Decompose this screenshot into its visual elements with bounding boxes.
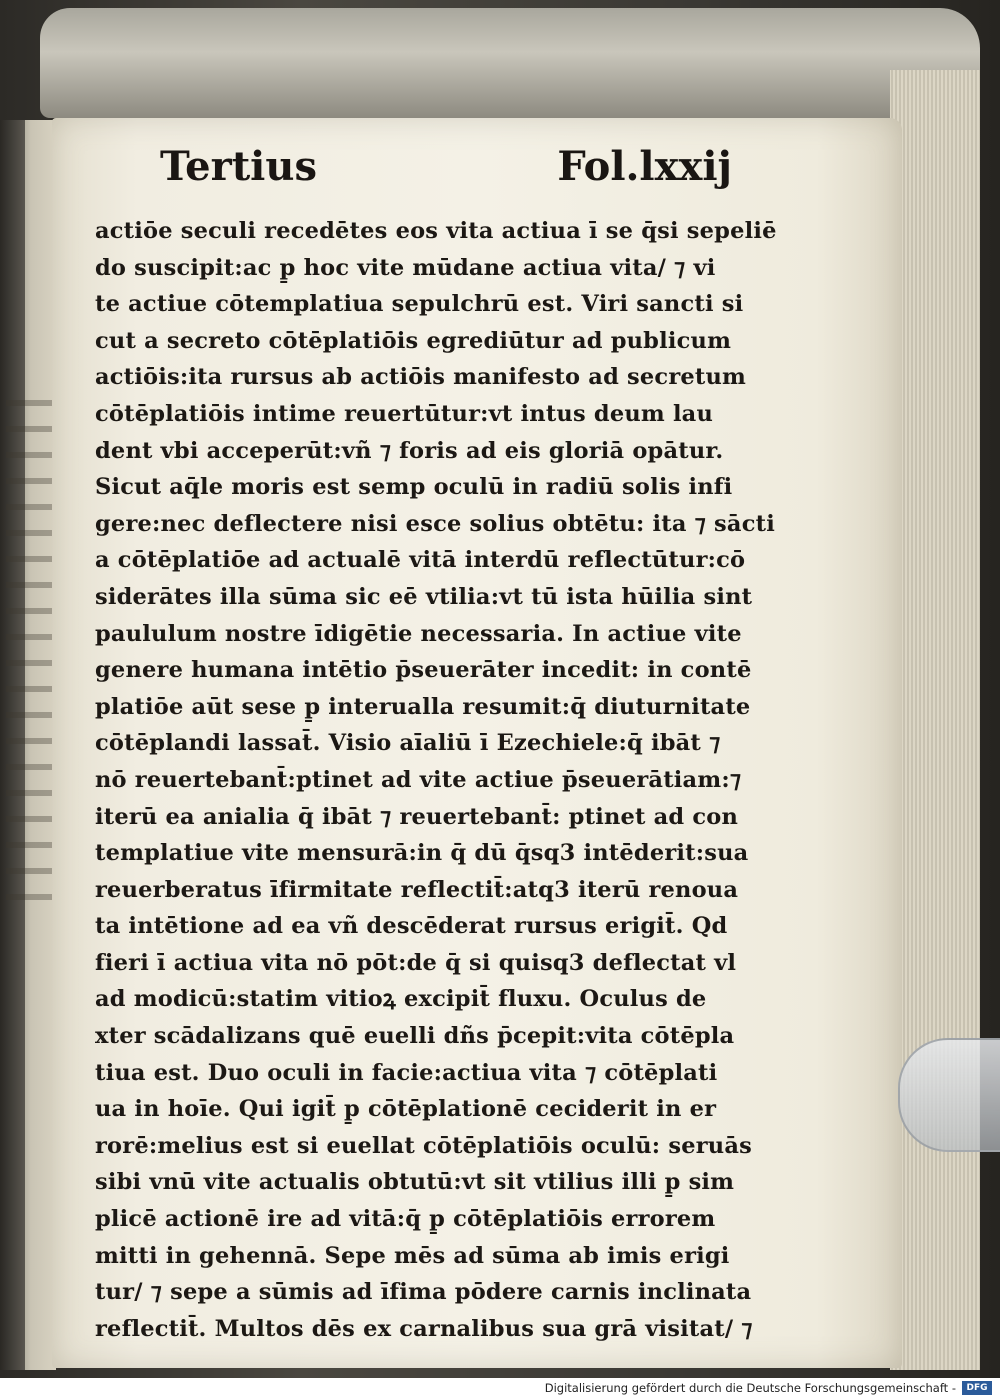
folio-number: Fol.lxxij: [557, 143, 732, 190]
text-line: platiōe aūt sese p̱ interualla resumit:q̄ diuturnitate: [95, 693, 751, 720]
text-line: plicē actionē ire ad vitā:q̄ p̱ cōtēplatiōis errorem: [95, 1206, 716, 1233]
text-line: tur/ ⁊ sepe a sūmis ad īfima pōdere carnis inclinata: [95, 1279, 752, 1306]
page-text-block: [95, 213, 815, 1347]
text-line: paululum nostre īdigētie necessaria. In actiue vite: [95, 620, 742, 647]
text-line: iterū ea anialia q̄ ibāt ⁊ reuertebant̄: ptinet ad con: [95, 803, 739, 830]
book-cover-edge: [40, 8, 980, 118]
text-line: sibi vnū vite actualis obtutū:vt sit vtilius illi p̱ sim: [95, 1169, 735, 1196]
text-line: nō reuertebant̄:ptinet ad vite actiue p̄seuerātiam:⁊: [95, 766, 742, 793]
facing-page-text-marks: [6, 400, 52, 920]
text-line: do suscipit:ac p̱ hoc vite mūdane actiua vita/ ⁊ vi: [95, 254, 716, 281]
text-line: tiua est. Duo oculi in facie:actiua vita ⁊ cōtēplati: [95, 1059, 718, 1086]
text-line: fieri ī actiua vita nō pōt:de q̄ si quisq3 deflectat vl: [95, 949, 737, 976]
text-line: gere:nec deflectere nisi esce solius obtētu: ita ⁊ sācti: [95, 510, 775, 537]
text-line: ad modicū:statim vitioꝝ excipit̄ fluxu. Oculus de: [95, 986, 707, 1013]
text-line: actiōe seculi recedētes eos vita actiua ī se q̄si sepeliē: [95, 218, 777, 244]
text-line: siderātes illa sūma sic eē vtilia:vt tū ista hūilia sint: [95, 583, 753, 610]
text-line: te actiue cōtemplatiua sepulchrū est. Viri sancti si: [95, 291, 744, 318]
dfg-logo: DFG: [962, 1381, 992, 1395]
text-line: cut a secreto cōtēplatiōis egrediūtur ad publicum: [95, 327, 732, 354]
text-line: ua in hoīe. Qui igit̄ p̱ cōtēplationē ceciderit in er: [95, 1096, 717, 1123]
page-holder-clip: [898, 1038, 1000, 1152]
text-line: Sicut aq̄le moris est semp oculū in radiū solis infi: [95, 474, 733, 501]
text-line: reuerberatus īfirmitate reflectit̄:atq3 iterū renoua: [95, 876, 739, 903]
text-line: reflectit̄. Multos dēs ex carnalibus sua grā visitat/ ⁊: [95, 1315, 753, 1342]
text-line: xter scādalizans quē euelli dñs p̄cepit:vita cōtēpla: [95, 1023, 735, 1050]
text-line: templatiue vite mensurā:in q̄ dū q̄sq3 intēderit:sua: [95, 840, 749, 867]
text-line: actiōis:ita rursus ab actiōis manifesto ad secretum: [95, 364, 747, 391]
text-line: cōtēplatiōis intime reuertūtur:vt intus deum lau: [95, 400, 714, 427]
text-line: mitti in gehennā. Sepe mēs ad sūma ab imis erigi: [95, 1242, 730, 1269]
funding-credit: Digitalisierung gefördert durch die Deutsche Forschungsgemeinschaft -: [544, 1381, 956, 1395]
text-line: a cōtēplatiōe ad actualē vitā interdū reflectūtur:cō: [95, 547, 746, 574]
text-line: dent vbi acceperūt:vñ ⁊ foris ad eis gloriā opātur.: [95, 437, 724, 464]
digitization-footer: [0, 1378, 1000, 1399]
page-block-edge: [890, 70, 980, 1370]
book-page: [52, 118, 902, 1368]
text-line: genere humana intētio p̄seuerāter incedit: in contē: [95, 657, 752, 684]
running-head: Tertius: [160, 143, 317, 190]
text-line: rorē:melius est si euellat cōtēplatiōis oculū: seruās: [95, 1132, 752, 1159]
facing-page-sliver: [0, 120, 56, 1370]
text-line: ta intētione ad ea vñ descēderat rursus erigit̄. Qd: [95, 913, 728, 940]
text-line: cōtēplandi lassat̄. Visio aīaliū ī Ezechiele:q̄ ibāt ⁊: [95, 730, 721, 757]
